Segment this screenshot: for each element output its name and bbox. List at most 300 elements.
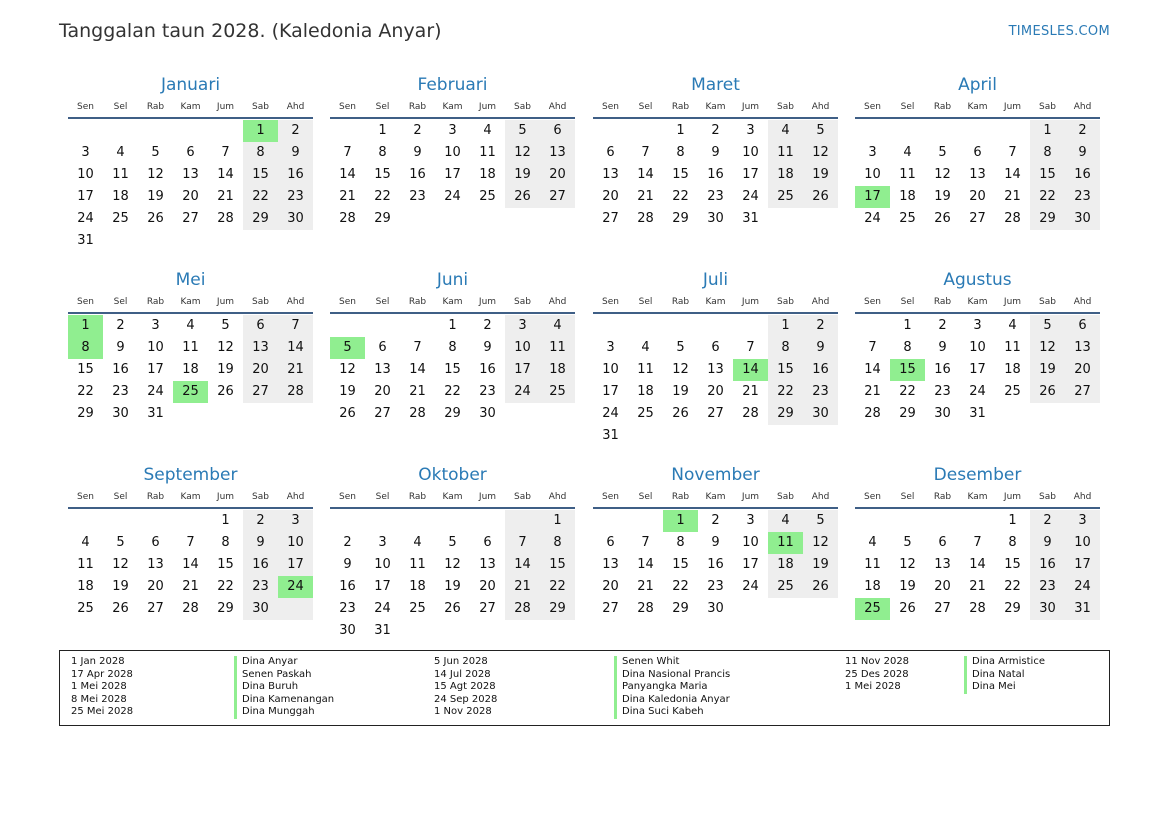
day-cell: 20 [969, 189, 986, 204]
holiday-date: 17 Apr 2028 [71, 668, 133, 680]
day-cell: 11 [409, 557, 426, 572]
day-cell: 1 [378, 123, 387, 138]
day-cell: 19 [112, 579, 129, 594]
holiday-date: 25 Mei 2028 [71, 706, 134, 717]
day-cell: 31 [77, 233, 94, 248]
day-cell: 21 [409, 384, 426, 399]
holiday-date: 8 Mei 2028 [71, 693, 127, 705]
day-cell: 22 [217, 579, 234, 594]
day-cell: 14 [1004, 167, 1021, 182]
day-cell: 30 [707, 601, 724, 616]
day-cell: 29 [1004, 601, 1021, 616]
day-cell: 18 [637, 384, 654, 399]
weekday-label: Kam [967, 492, 988, 502]
holiday-day-cell: 5 [330, 337, 365, 359]
day-cell: 29 [549, 601, 566, 616]
weekday-label: Kam [180, 492, 201, 502]
month-name: Februari [417, 75, 488, 95]
day-cell: 19 [672, 384, 689, 399]
weekday-label: Sen [864, 492, 881, 502]
weekday-label: Sel [375, 102, 390, 112]
day-cell: 12 [899, 557, 916, 572]
day-cell: 26 [672, 406, 689, 421]
weekday-label: Sen [339, 102, 356, 112]
day-cell: 25 [777, 579, 794, 594]
day-cell: 16 [479, 362, 496, 377]
day-cell: 14 [217, 167, 234, 182]
day-cell: 21 [742, 384, 759, 399]
weekday-label: Ahd [1073, 492, 1092, 502]
day-cell: 16 [934, 362, 951, 377]
day-cell: 26 [444, 601, 461, 616]
day-cell: 10 [1074, 535, 1091, 550]
day-cell: 5 [816, 123, 825, 138]
weekday-label: Ahd [548, 102, 567, 112]
day-cell: 6 [606, 145, 615, 160]
day-cell: 19 [1039, 362, 1056, 377]
day-cell: 19 [217, 362, 234, 377]
holiday-name: Panyangka Maria [614, 681, 707, 694]
day-cell: 24 [864, 211, 881, 226]
day-cell: 17 [374, 579, 391, 594]
header-rule [330, 312, 575, 314]
weekday-label: Sel [900, 102, 915, 112]
day-cell: 19 [514, 167, 531, 182]
day-cell: 29 [672, 211, 689, 226]
holiday-name: Dina Nasional Prancis [614, 669, 730, 682]
day-cell: 28 [1004, 211, 1021, 226]
weekday-label: Rab [146, 102, 165, 112]
holiday-name: Dina Armistice [964, 656, 1045, 669]
weekday-label: Kam [705, 297, 726, 307]
day-cell: 30 [707, 211, 724, 226]
day-cell: 29 [1039, 211, 1056, 226]
day-cell: 3 [151, 318, 160, 333]
day-cell: 29 [252, 211, 269, 226]
day-cell: 6 [938, 535, 947, 550]
weekday-label: Sel [900, 492, 915, 502]
weekday-label: Jum [216, 297, 235, 307]
day-cell: 20 [252, 362, 269, 377]
day-cell: 14 [969, 557, 986, 572]
month-mei [68, 270, 313, 450]
day-cell: 7 [868, 340, 877, 355]
holiday-name: Dina Buruh [234, 681, 298, 694]
weekday-label: Jum [741, 492, 760, 502]
month-name: Mei [175, 270, 206, 290]
holiday-name: Dina Kaledonia Anyar [614, 694, 730, 707]
day-cell: 16 [339, 579, 356, 594]
day-cell: 7 [973, 535, 982, 550]
day-cell: 25 [899, 211, 916, 226]
weekday-label: Sen [339, 492, 356, 502]
day-cell: 14 [514, 557, 531, 572]
day-cell: 26 [812, 189, 829, 204]
day-cell: 5 [448, 535, 457, 550]
day-cell: 13 [479, 557, 496, 572]
day-cell: 18 [549, 362, 566, 377]
day-cell: 20 [602, 189, 619, 204]
day-cell: 4 [641, 340, 650, 355]
day-cell: 13 [374, 362, 391, 377]
holiday-day-cell: 1 [243, 120, 278, 142]
day-cell: 22 [1004, 579, 1021, 594]
day-cell: 28 [217, 211, 234, 226]
day-cell: 10 [287, 535, 304, 550]
day-cell: 7 [641, 145, 650, 160]
day-cell: 17 [1074, 557, 1091, 572]
day-cell: 22 [1039, 189, 1056, 204]
day-cell: 2 [256, 513, 265, 528]
day-cell: 8 [1043, 145, 1052, 160]
weekday-label: Jum [1003, 492, 1022, 502]
day-cell: 31 [1074, 601, 1091, 616]
weekday-label: Ahd [811, 492, 830, 502]
day-cell: 24 [374, 601, 391, 616]
weekday-label: Rab [408, 492, 427, 502]
day-cell: 12 [672, 362, 689, 377]
weekday-label: Ahd [286, 492, 305, 502]
day-cell: 16 [1039, 557, 1056, 572]
day-cell: 17 [742, 557, 759, 572]
weekday-label: Rab [933, 492, 952, 502]
weekday-label: Sel [113, 297, 128, 307]
day-cell: 8 [553, 535, 562, 550]
day-cell: 28 [182, 601, 199, 616]
day-cell: 13 [182, 167, 199, 182]
day-cell: 30 [1074, 211, 1091, 226]
day-cell: 27 [182, 211, 199, 226]
holiday-date: 15 Agt 2028 [434, 681, 496, 692]
day-cell: 10 [77, 167, 94, 182]
holiday-date: 5 Jun 2028 [434, 656, 488, 667]
day-cell: 11 [77, 557, 94, 572]
day-cell: 13 [252, 340, 269, 355]
day-cell: 24 [742, 189, 759, 204]
day-cell: 20 [147, 579, 164, 594]
day-cell: 9 [291, 145, 300, 160]
day-cell: 24 [602, 406, 619, 421]
day-cell: 7 [343, 145, 352, 160]
day-cell: 9 [343, 557, 352, 572]
day-cell: 26 [899, 601, 916, 616]
day-cell: 2 [1078, 123, 1087, 138]
day-cell: 28 [514, 601, 531, 616]
day-cell: 31 [969, 406, 986, 421]
day-cell: 6 [256, 318, 265, 333]
day-cell: 22 [444, 384, 461, 399]
day-cell: 9 [816, 340, 825, 355]
day-cell: 2 [291, 123, 300, 138]
header-rule [855, 117, 1100, 119]
month-name: Juni [436, 270, 469, 290]
day-cell: 3 [1078, 513, 1087, 528]
weekday-label: Sen [602, 297, 619, 307]
weekday-label: Sab [1039, 492, 1056, 502]
weekday-label: Ahd [286, 297, 305, 307]
holiday-name: Senen Whit [614, 656, 679, 669]
day-cell: 6 [973, 145, 982, 160]
weekday-label: Sen [77, 102, 94, 112]
day-cell: 16 [707, 167, 724, 182]
day-cell: 30 [339, 623, 356, 638]
day-cell: 15 [777, 362, 794, 377]
holiday-name: Dina Anyar [234, 656, 297, 669]
month-name: Maret [691, 75, 740, 95]
day-cell: 27 [707, 406, 724, 421]
day-cell: 18 [864, 579, 881, 594]
day-cell: 2 [711, 513, 720, 528]
holiday-list [59, 650, 1110, 726]
day-cell: 7 [413, 340, 422, 355]
day-cell: 18 [777, 557, 794, 572]
day-cell: 3 [868, 145, 877, 160]
weekday-label: Sab [252, 102, 269, 112]
weekday-label: Rab [671, 492, 690, 502]
day-cell: 17 [77, 189, 94, 204]
day-cell: 14 [409, 362, 426, 377]
day-cell: 4 [781, 123, 790, 138]
day-cell: 20 [182, 189, 199, 204]
day-cell: 18 [777, 167, 794, 182]
day-cell: 3 [606, 340, 615, 355]
weekday-label: Ahd [811, 102, 830, 112]
weekday-label: Sab [252, 297, 269, 307]
day-cell: 12 [112, 557, 129, 572]
day-cell: 6 [186, 145, 195, 160]
month-name: Oktober [418, 465, 487, 485]
holiday-date: 1 Jan 2028 [71, 656, 125, 667]
day-cell: 13 [707, 362, 724, 377]
weekday-label: Kam [967, 102, 988, 112]
day-cell: 31 [602, 428, 619, 443]
month-juli [593, 270, 838, 450]
weekday-label: Kam [705, 492, 726, 502]
day-cell: 8 [1008, 535, 1017, 550]
weekday-label: Sen [602, 102, 619, 112]
weekday-label: Sel [900, 297, 915, 307]
day-cell: 24 [969, 384, 986, 399]
holiday-date: 11 Nov 2028 [845, 656, 910, 667]
day-cell: 5 [518, 123, 527, 138]
weekday-label: Rab [146, 297, 165, 307]
day-cell: 4 [116, 145, 125, 160]
day-cell: 9 [116, 340, 125, 355]
day-cell: 15 [549, 557, 566, 572]
day-cell: 29 [672, 601, 689, 616]
day-cell: 9 [413, 145, 422, 160]
header-rule [593, 507, 838, 509]
holiday-name: Dina Natal [964, 669, 1025, 682]
day-cell: 26 [1039, 384, 1056, 399]
weekday-label: Sel [638, 492, 653, 502]
day-cell: 21 [339, 189, 356, 204]
day-cell: 3 [746, 123, 755, 138]
day-cell: 4 [483, 123, 492, 138]
day-cell: 9 [938, 340, 947, 355]
day-cell: 14 [637, 557, 654, 572]
day-cell: 13 [969, 167, 986, 182]
day-cell: 16 [707, 557, 724, 572]
day-cell: 27 [147, 601, 164, 616]
holiday-day-cell: 11 [768, 532, 803, 554]
day-cell: 15 [1004, 557, 1021, 572]
holiday-day-cell: 24 [278, 576, 313, 598]
month-september [68, 465, 313, 645]
day-cell: 3 [448, 123, 457, 138]
day-cell: 12 [1039, 340, 1056, 355]
day-cell: 28 [637, 601, 654, 616]
day-cell: 4 [903, 145, 912, 160]
weekday-label: Rab [671, 102, 690, 112]
holiday-date: 25 Des 2028 [845, 668, 909, 680]
day-cell: 8 [903, 340, 912, 355]
weekday-label: Ahd [548, 492, 567, 502]
day-cell: 31 [742, 211, 759, 226]
day-cell: 10 [969, 340, 986, 355]
day-cell: 4 [1008, 318, 1017, 333]
weekday-label: Jum [478, 492, 497, 502]
day-cell: 11 [777, 145, 794, 160]
day-cell: 2 [413, 123, 422, 138]
day-cell: 8 [221, 535, 230, 550]
day-cell: 28 [287, 384, 304, 399]
weekday-label: Sen [864, 102, 881, 112]
weekday-label: Rab [671, 297, 690, 307]
day-cell: 4 [81, 535, 90, 550]
weekday-label: Kam [442, 102, 463, 112]
weekday-label: Sab [252, 492, 269, 502]
day-cell: 3 [973, 318, 982, 333]
day-cell: 20 [374, 384, 391, 399]
day-cell: 28 [969, 601, 986, 616]
header-rule [593, 312, 838, 314]
day-cell: 11 [864, 557, 881, 572]
day-cell: 23 [707, 579, 724, 594]
day-cell: 8 [256, 145, 265, 160]
day-cell: 25 [112, 211, 129, 226]
header-rule [330, 507, 575, 509]
day-cell: 27 [1074, 384, 1091, 399]
day-cell: 19 [899, 579, 916, 594]
day-cell: 26 [112, 601, 129, 616]
day-cell: 20 [479, 579, 496, 594]
site-link[interactable]: TIMESLES.COM [1008, 24, 1110, 39]
day-cell: 7 [221, 145, 230, 160]
day-cell: 26 [339, 406, 356, 421]
day-cell: 9 [1043, 535, 1052, 550]
day-cell: 11 [479, 145, 496, 160]
day-cell: 15 [217, 557, 234, 572]
holiday-day-cell: 14 [733, 359, 768, 381]
day-cell: 18 [182, 362, 199, 377]
day-cell: 23 [1074, 189, 1091, 204]
day-cell: 10 [742, 535, 759, 550]
day-cell: 5 [903, 535, 912, 550]
day-cell: 12 [934, 167, 951, 182]
day-cell: 25 [777, 189, 794, 204]
weekday-label: Ahd [548, 297, 567, 307]
day-cell: 10 [602, 362, 619, 377]
weekday-label: Sen [77, 492, 94, 502]
day-cell: 16 [287, 167, 304, 182]
day-cell: 30 [287, 211, 304, 226]
day-cell: 7 [186, 535, 195, 550]
day-cell: 16 [812, 362, 829, 377]
day-cell: 13 [602, 167, 619, 182]
day-cell: 15 [374, 167, 391, 182]
month-februari [330, 75, 575, 255]
day-cell: 26 [812, 579, 829, 594]
holiday-name: Dina Mei [964, 681, 1016, 694]
month-agustus [855, 270, 1100, 450]
day-cell: 15 [672, 557, 689, 572]
day-cell: 15 [444, 362, 461, 377]
day-cell: 25 [77, 601, 94, 616]
day-cell: 2 [1043, 513, 1052, 528]
day-cell: 21 [217, 189, 234, 204]
day-cell: 23 [934, 384, 951, 399]
weekday-label: Sel [375, 297, 390, 307]
day-cell: 8 [676, 535, 685, 550]
day-cell: 21 [514, 579, 531, 594]
header-rule [330, 117, 575, 119]
weekday-label: Sab [1039, 297, 1056, 307]
holiday-name: Dina Suci Kabeh [614, 706, 704, 719]
weekday-label: Kam [180, 297, 201, 307]
day-cell: 24 [514, 384, 531, 399]
weekday-label: Kam [705, 102, 726, 112]
day-cell: 7 [518, 535, 527, 550]
day-cell: 24 [1074, 579, 1091, 594]
weekday-label: Ahd [1073, 102, 1092, 112]
day-cell: 21 [864, 384, 881, 399]
weekday-label: Jum [216, 102, 235, 112]
month-januari [68, 75, 313, 255]
day-cell: 4 [413, 535, 422, 550]
weekday-label: Sab [514, 492, 531, 502]
day-cell: 10 [374, 557, 391, 572]
day-cell: 3 [81, 145, 90, 160]
day-cell: 13 [602, 557, 619, 572]
day-cell: 7 [641, 535, 650, 550]
day-cell: 31 [374, 623, 391, 638]
day-cell: 21 [287, 362, 304, 377]
day-cell: 16 [112, 362, 129, 377]
day-cell: 28 [409, 406, 426, 421]
month-desember [855, 465, 1100, 645]
day-cell: 13 [934, 557, 951, 572]
day-cell: 21 [182, 579, 199, 594]
weekday-label: Jum [1003, 297, 1022, 307]
day-cell: 23 [409, 189, 426, 204]
day-cell: 20 [934, 579, 951, 594]
day-cell: 17 [444, 167, 461, 182]
day-cell: 25 [1004, 384, 1021, 399]
weekday-label: Sen [77, 297, 94, 307]
day-cell: 18 [112, 189, 129, 204]
day-cell: 9 [711, 145, 720, 160]
holiday-day-cell: 17 [855, 186, 890, 208]
weekday-label: Rab [146, 492, 165, 502]
day-cell: 12 [444, 557, 461, 572]
day-cell: 12 [147, 167, 164, 182]
day-cell: 11 [1004, 340, 1021, 355]
weekday-label: Sel [375, 492, 390, 502]
day-cell: 11 [112, 167, 129, 182]
day-cell: 27 [479, 601, 496, 616]
header-rule [68, 312, 313, 314]
